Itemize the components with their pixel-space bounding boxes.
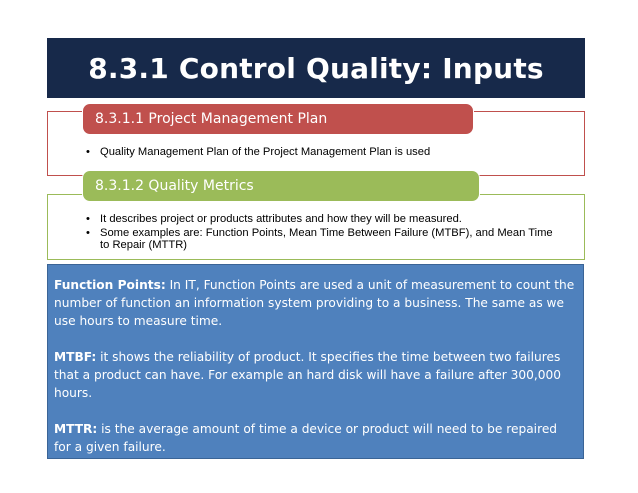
bullet-icon: •: [86, 146, 90, 158]
title-bar: [47, 38, 585, 98]
bullet-list-project-management-plan: [86, 146, 556, 160]
definition-text: it shows the reliability of product. It specifies the time between two failures that a product can have. For example an hard disk will have a failure after 300,000 hours.: [54, 350, 562, 400]
list-item: [86, 213, 556, 225]
bullet-icon: •: [86, 227, 90, 239]
bullet-text: It describes project or products attributes and how they will be measured.: [100, 213, 462, 225]
bullet-text: Quality Management Plan of the Project Management Plan is used: [100, 146, 431, 158]
bullet-list-quality-metrics: [86, 213, 556, 253]
list-item: [86, 146, 556, 158]
section-heading-project-management-plan: [82, 103, 474, 135]
slide-title: 8.3.1 Control Quality: Inputs: [88, 51, 544, 85]
definition-term: MTTR:: [54, 422, 98, 436]
section-heading-quality-metrics: [82, 170, 480, 202]
definition-mttr: [54, 420, 577, 456]
definition-text: In IT, Function Points are used a unit of measurement to count the number of function an information system providing to a business. The same as we use hours to measure time.: [54, 278, 575, 328]
definition-text: is the average amount of time a device or product will need to be repaired for a given failure.: [54, 422, 558, 454]
section-heading-label: 8.3.1.1 Project Management Plan: [95, 111, 328, 127]
list-item: [86, 227, 556, 251]
definition-function-points: [54, 276, 577, 330]
bullet-icon: •: [86, 213, 90, 225]
section-heading-label: 8.3.1.2 Quality Metrics: [95, 178, 254, 194]
definition-term: MTBF:: [54, 350, 97, 364]
definition-term: Function Points:: [54, 278, 166, 292]
bullet-text: Some examples are: Function Points, Mean Time Between Failure (MTBF), and Mean Time to Repair (MTTR): [100, 227, 553, 251]
definition-mtbf: [54, 348, 577, 402]
definitions-box: [47, 264, 584, 459]
